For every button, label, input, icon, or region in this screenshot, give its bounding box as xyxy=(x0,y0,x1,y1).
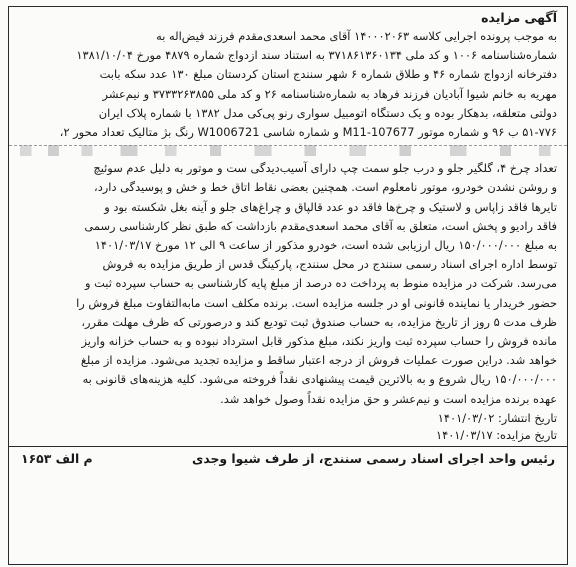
paper-fold xyxy=(9,145,567,156)
signature: رئیس واحد اجرای اسناد رسمی سنندج، از طرف شیوا وجدی xyxy=(191,451,555,467)
auction-notice xyxy=(8,6,568,565)
text-line: دولتی متعلقه، بدهکار بوده و یک دستگاه اتومبیل سواری رنو پی‌کی مدل ۱۳۸۲ با شماره پلاک ایران xyxy=(98,105,557,120)
text-line: ۱۵۰/۰۰۰/۰۰۰ ریال شروع و به بالاترین قیمت پیشنهادی نقداً فروخته می‌شود. کلیه هزینه‌های قانونی به xyxy=(82,372,557,387)
auction-date: تاریخ مزایده: ۱۴۰۱/۰۳/۱۷ xyxy=(435,427,557,442)
text-line: عهده برنده مزایده است و نیم‌عشر و حق مزایده نقداً وصول خواهد شد. xyxy=(220,391,557,406)
publish-date: تاریخ انتشار: ۱۴۰۱/۰۳/۰۲ xyxy=(437,410,557,425)
text-line: مهریه به خانم شیوا آبادیان فرزند فرهاد به شماره‌شناسنامه ۲۶ و کد ملی ۳۷۳۳۲۶۳۸۵۵ و نیم‌عشر xyxy=(102,86,557,101)
text-line: حضور خریدار یا نماینده قانونی او در جلسه مزایده است. برنده مکلف است مابه‌التفاوت مبلغ فروش را xyxy=(76,295,557,310)
text-line: و روشن نشدن خودرو، موتور نامعلوم است. همچنین بعضی نقاط اتاق خط و خش و پوسیدگی دارد، xyxy=(94,180,557,195)
notice-footer xyxy=(19,447,557,471)
notice-code: م الف ۱۶۵۳ xyxy=(21,451,93,467)
text-line: مانده فروش را حساب سپرده ثبت واریز نکند، مبلغ مذکور قابل استرداد نبوده و به حساب خزانه واریز xyxy=(81,334,557,349)
text-line: خواهد شد. دراین صورت عملیات فروش از درجه اعتبار ساقط و مزایده تجدید می‌شود. مزایده از مبلغ xyxy=(80,353,557,368)
text-line: ۵۱-۷۷۶ ب ۹۶ و شماره موتور M11-107677 و شماره شاسی W1006721 رنگ بژ متالیک تعداد محور ۲، xyxy=(59,125,557,140)
text-line: فاقد رادیو و پخش است، متعلق به آقای محمد اسعدی‌مقدم بازداشت که طبق نظر کارشناسی رسمی xyxy=(84,218,557,233)
text-line: ظرف مدت ۵ روز از تاریخ مزایده، به حساب صندوق ثبت تودیع کند و درصورتی که ظرف مهلت مقرر، xyxy=(81,314,557,329)
text-line: به موجب پرونده اجرایی کلاسه ۱۴۰۰۰۲۰۶۳ آقای محمد اسعدی‌مقدم فرزند فیض‌اله به xyxy=(156,29,557,43)
text-line: توسط اداره اجرای اسناد رسمی سنندج در محل سنندج، پارکینگ قدس از طریق مزایده به فروش xyxy=(102,257,557,272)
text-line: تعداد چرخ ۴، گلگیر جلو و درب جلو سمت چپ دارای آسیب‌دیدگی ست و موتور به دلیل عدم سوئیچ xyxy=(93,161,557,176)
text-line: دفترخانه ازدواج شماره ۴۶ و طلاق شماره ۶ شهر سنندج استان کردستان مبلغ ۱۳۰ عدد سکه بابت xyxy=(99,67,557,82)
notice-title: آگهی مزایده xyxy=(481,10,557,25)
notice-body-paragraph xyxy=(19,159,557,409)
text-line: تایرها فاقد زاپاس و لاستیک و چرخ‌ها فاقد دو عدد قالپاق و چراغ‌های جلو و آینه بغل شکسته بود و xyxy=(104,199,557,214)
text-line: به مبلغ ۱۵۰/۰۰۰/۰۰۰ ریال ارزیابی شده است، خودرو مذکور از ساعت ۹ الی ۱۲ مورخ ۱۴۰۱/۰۳/۱۷ xyxy=(94,238,557,253)
text-line: شماره‌شناسنامه ۱۰۰۶ و کد ملی ۳۷۱۸۶۱۳۶۰۱۳۴ به استناد سند ازدواج شماره ۴۸۷۹ مورخ ۱۳۸۱/۱۰/۰۴ xyxy=(76,48,557,63)
text-line: می‌رسد. شرکت در مزایده منوط به پرداخت ده درصد از مبلغ پایه کارشناسی به حساب سپرده ثبت و xyxy=(85,276,557,291)
notice-top-paragraph xyxy=(19,27,557,142)
notice-dates xyxy=(19,410,557,444)
